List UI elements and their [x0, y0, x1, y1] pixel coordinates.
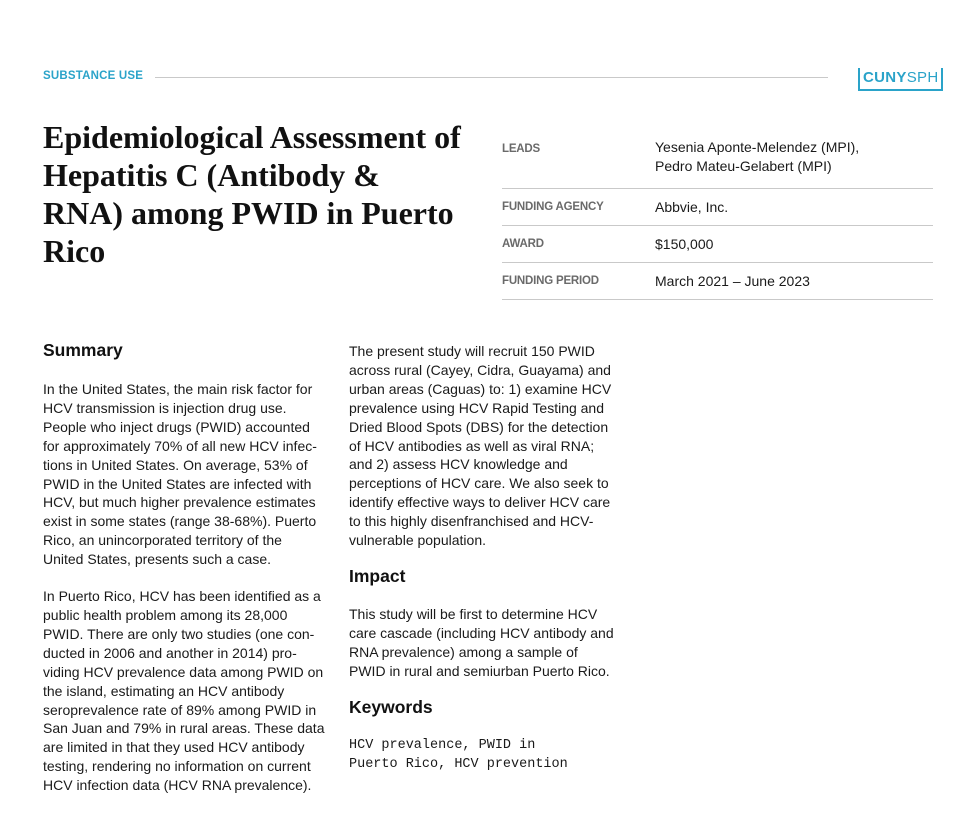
- meta-label-leads: LEADS: [502, 143, 540, 155]
- study-description: The present study will recruit 150 PWID across rural (Cayey, Cidra, Guayama) and urban areas (Caguas) to: 1) examine HCV prevalence using HCV Rapid Testing and Dried Blood Spots (DBS) for the detection of HCV antibodies as well as viral RNA; and 2) assess HCV knowledge and perceptions of HCV care. We also seek to identify effective ways to deliver HCV care to this highly disenfranchised and HCV-vulnerable population.: [349, 343, 612, 549]
- impact-text: This study will be first to determine HCV care cascade (including HCV antibody and RNA prevalence) among a sample of PWID in rural and semiurban Puerto Rico.: [349, 605, 614, 679]
- page-title: Epidemiological Assessment of Hepatitis C (Antibody & RNA) among PWID in Puerto Rico: [43, 119, 461, 269]
- second-column: [349, 342, 617, 775]
- impact-heading: Impact: [349, 565, 406, 586]
- section-label: SUBSTANCE USE: [43, 70, 144, 82]
- meta-label-award: AWARD: [502, 238, 544, 250]
- summary-paragraph-1: In the United States, the main risk factor for HCV transmission is injection drug use. People who inject drugs (PWID) accounted for approximately 70% of all new HCV infec-tions in United States. On average, 53% of PWID in the United States are infected with HCV, but much higher prevalence estimates exist in some states (range 38-68%). Puerto Rico, an unincorporated territory of the United States, presents such a case.: [43, 381, 317, 568]
- lead-name-2: Pedro Mateu-Gelabert (MPI): [655, 158, 832, 174]
- meta-row-award: [502, 226, 933, 263]
- meta-row-leads: [502, 135, 933, 189]
- cuny-sph-logo: [858, 68, 943, 91]
- logo-cuny-text: CUNY: [863, 69, 907, 86]
- project-meta-table: [502, 135, 933, 300]
- meta-row-funding-agency: [502, 189, 933, 226]
- meta-label-funding-period: FUNDING PERIOD: [502, 275, 599, 287]
- keywords-line-1: HCV prevalence, PWID in: [349, 737, 536, 753]
- keywords-list: [349, 736, 617, 775]
- keywords-heading: Keywords: [349, 696, 433, 717]
- meta-row-funding-period: [502, 263, 933, 300]
- meta-label-funding-agency: FUNDING AGENCY: [502, 201, 604, 213]
- lead-name-1: Yesenia Aponte-Melendez (MPI),: [655, 139, 860, 155]
- meta-value-leads: [655, 138, 859, 188]
- header-divider: [155, 77, 828, 78]
- meta-value-funding-agency: Abbvie, Inc.: [655, 198, 729, 215]
- summary-paragraph-2: In Puerto Rico, HCV has been identified as a public health problem among its 28,000 PWID. There are only two studies (one con-ducted in 2006 and another in 2014) pro-viding HCV prevalence data among PWID on the island, estimating an HCV antibody seroprevalence rate of 89% among PWID in San Juan and 79% in rural areas. These data are limited in that they used HCV antibody testing, rendering no information on current HCV infection data (HCV RNA prevalence).: [43, 588, 325, 794]
- summary-column: [43, 340, 325, 813]
- meta-value-funding-period: March 2021 – June 2023: [655, 272, 810, 289]
- meta-value-award: $150,000: [655, 235, 714, 252]
- top-bar: [43, 68, 939, 90]
- keywords-line-2: Puerto Rico, HCV prevention: [349, 757, 568, 773]
- summary-heading: Summary: [43, 340, 123, 360]
- logo-sph-text: SPH: [906, 69, 939, 86]
